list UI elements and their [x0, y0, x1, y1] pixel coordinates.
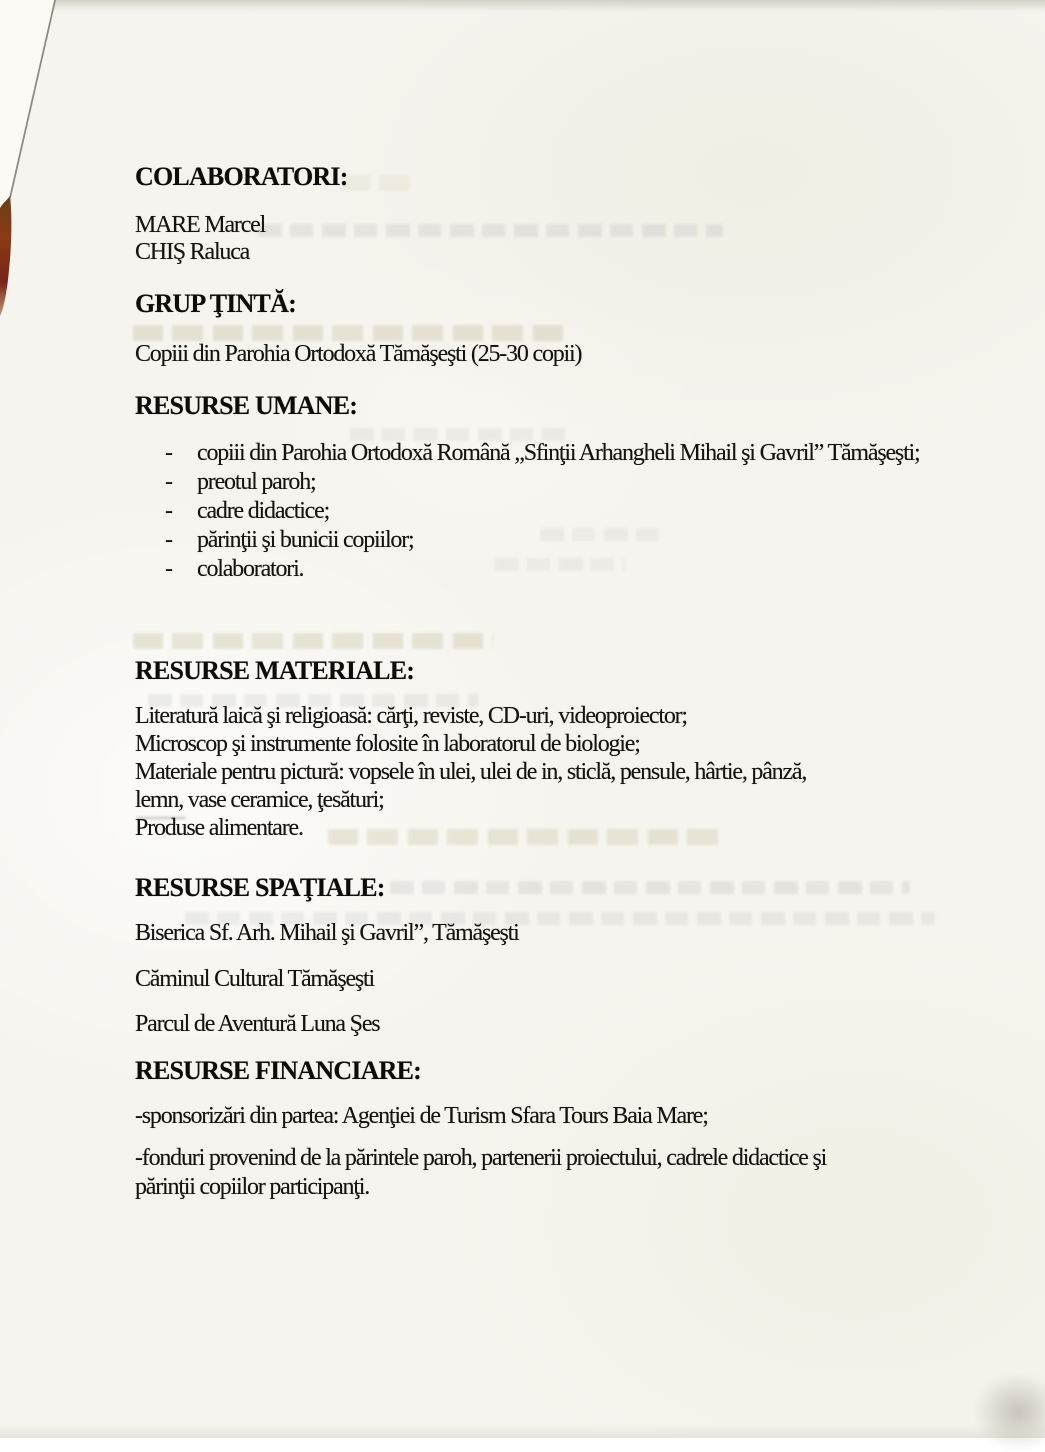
bullet-dash: - [165, 440, 172, 466]
text-line: Microscop şi instrumente folosite în laboratorul de biologie; [135, 731, 640, 757]
text-line: Literatură laică şi religioasă: cărţi, reviste, CD-uri, videoproiector; [135, 703, 687, 729]
target-group-text: Copiii din Parohia Ortodoxă Tămăşeşti (25-30 copii) [135, 341, 582, 367]
text-line: părinţii copiilor participanţi. [135, 1174, 370, 1200]
list-item-text: cadre didactice; [197, 498, 330, 524]
list-item [135, 497, 947, 526]
collaborators-heading: COLABORATORI: [135, 162, 348, 191]
scan-bottom-edge-artifact [0, 1422, 1045, 1438]
spatial-resource-line: Căminul Cultural Tămăşeşti [135, 966, 374, 992]
scan-corner-shadow-artifact [973, 1372, 1045, 1452]
material-resources-text [135, 702, 806, 842]
financial-resources-heading: RESURSE FINANCIARE: [135, 1056, 422, 1085]
list-item-text: colaboratori. [197, 556, 304, 582]
target-group-heading: GRUP ŢINTĂ: [135, 289, 296, 318]
list-item [135, 468, 947, 497]
collaborator-name: MARE Marcel [135, 212, 266, 238]
bullet-dash: - [165, 498, 172, 524]
section-target-group [135, 291, 296, 317]
material-resources-heading: RESURSE MATERIALE: [135, 656, 415, 685]
spatial-resource-line: Biserica Sf. Arh. Mihail şi Gavril”, Tămăşeşti [135, 920, 519, 946]
bullet-dash: - [165, 469, 172, 495]
text-line: Produse alimentare. [135, 815, 303, 841]
list-item-text: preotul paroh; [197, 469, 316, 495]
collaborator-name: CHIŞ Raluca [135, 238, 250, 265]
bleedthrough-artifact [390, 881, 910, 894]
bullet-dash: - [165, 527, 172, 553]
spatial-resources-heading: RESURSE SPAŢIALE: [135, 873, 385, 902]
page-edge-artifact [0, 0, 70, 330]
human-resources-list [135, 439, 947, 584]
list-item-text: copiii din Parohia Ortodoxă Română „Sfinţii Arhangheli Mihail şi Gavril” Tămăşeşti; [197, 440, 920, 466]
bleedthrough-artifact [340, 175, 410, 191]
funds-text [135, 1144, 965, 1202]
list-item [135, 439, 947, 468]
sponsorship-text: -sponsorizări din partea: Agenţiei de Turism Sfara Tours Baia Mare; [135, 1103, 708, 1129]
human-resources-heading: RESURSE UMANE: [135, 391, 358, 420]
section-human-resources [135, 393, 357, 419]
bleedthrough-artifact [133, 633, 493, 649]
list-item-text: părinţii şi bunicii copiilor; [197, 527, 414, 553]
text-line: -fonduri provenind de la părintele paroh, partenerii proiectului, cadrele didactice şi [135, 1145, 827, 1171]
bleedthrough-artifact [258, 224, 723, 237]
list-item [135, 555, 947, 584]
section-collaborators [135, 164, 348, 190]
section-financial-resources [135, 1058, 421, 1084]
spatial-resource-line: Parcul de Aventură Luna Şes [135, 1011, 380, 1037]
list-item [135, 526, 947, 555]
bullet-dash: - [165, 556, 172, 582]
bleedthrough-artifact [133, 325, 563, 341]
text-line: Materiale pentru pictură: vopsele în ulei, ulei de in, sticlă, pensule, hârtie, pânză, [135, 759, 807, 785]
scan-top-edge-artifact [0, 0, 1045, 13]
section-material-resources [135, 658, 414, 684]
collaborator-names [135, 212, 265, 265]
text-line: lemn, vase ceramice, ţesături; [135, 787, 384, 813]
section-spatial-resources [135, 875, 385, 901]
